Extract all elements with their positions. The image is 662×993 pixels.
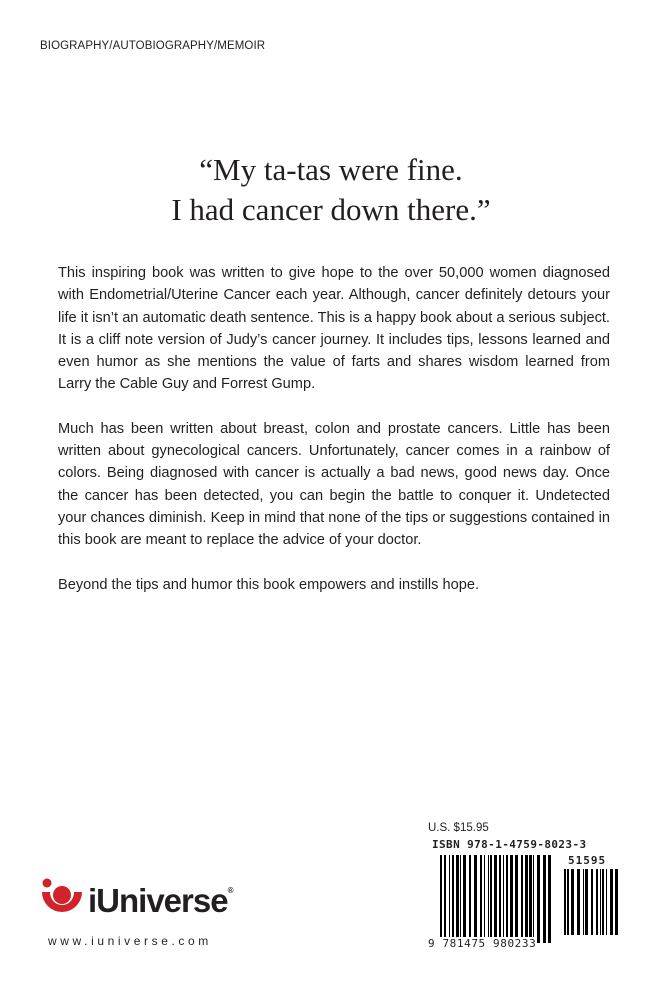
barcode-bar xyxy=(506,855,508,943)
genre-label: BIOGRAPHY/AUTOBIOGRAPHY/MEMOIR xyxy=(40,40,266,52)
barcode-bar xyxy=(600,869,601,935)
barcode xyxy=(440,855,622,945)
barcode-bar xyxy=(452,855,454,943)
publisher-url: www.iuniverse.com xyxy=(48,934,212,948)
barcode-bar xyxy=(484,855,485,943)
barcode-bar xyxy=(548,855,551,943)
barcode-bar xyxy=(606,869,607,935)
barcode-bar xyxy=(463,855,466,943)
publisher-logo xyxy=(40,878,233,924)
barcode-bar xyxy=(602,869,604,935)
barcode-bar xyxy=(460,855,461,943)
barcode-bar xyxy=(567,869,569,935)
barcode-bar xyxy=(474,855,477,943)
barcode-bar xyxy=(515,855,518,943)
barcode-bar xyxy=(510,855,513,943)
barcode-bar xyxy=(533,855,534,943)
barcode-bar xyxy=(456,855,459,943)
quote-line-2: I had cancer down there.” xyxy=(171,192,491,227)
barcode-bar xyxy=(488,855,489,943)
price: U.S. $15.95 xyxy=(428,822,489,834)
barcode-bar xyxy=(596,869,598,935)
isbn: ISBN 978-1-4759-8023-3 xyxy=(432,838,587,851)
ean-number: 9 781475 980233 xyxy=(428,937,537,950)
barcode-bar xyxy=(583,869,584,935)
quote-line-1: “My ta-tas were fine. xyxy=(199,152,463,187)
barcode-bar xyxy=(499,855,501,943)
barcode-bar xyxy=(537,855,540,943)
barcode-bar xyxy=(591,869,593,935)
barcode-bar xyxy=(610,869,613,935)
barcode-bar xyxy=(615,869,618,935)
iuniverse-logo-icon xyxy=(40,878,84,924)
barcode-bar xyxy=(543,855,546,943)
description-paragraph: This inspiring book was written to give hope to the over 50,000 women diagnosed with Endometrial/Uterine Cancer each year. Although, cancer definitely detours your life it isn’t an automatic death sentence. This is a happy book about a serious subject. It is a cliff note version of Judy’s cancer journey. It includes tips, lessons learned and even humor as she mentions the value of farts and shares wisdom learned from Larry the Cable Guy and Forrest Gump. xyxy=(58,265,610,393)
publisher-name: iUniverse® xyxy=(88,882,233,919)
barcode-bar xyxy=(577,869,580,935)
barcode-bar xyxy=(440,855,442,943)
barcode-bar xyxy=(521,855,523,943)
price-addon-number: 51595 xyxy=(568,854,607,867)
barcode-bar xyxy=(444,855,446,943)
barcode-bar xyxy=(525,855,528,943)
description-paragraph: Much has been written about breast, colon and prostate cancers. Little has been written about gynecological cancers. Unfortunately, cancer comes in a rainbow of colors. Being diagnosed with cancer is actually a bad news, good news day. Once the cancer has been detected, you can begin the battle to conquer it. Undetected your chances diminish. Keep in mind that none of the tips or suggestions contained in this book are meant to replace the advice of your doctor. xyxy=(58,420,610,549)
barcode-bar xyxy=(449,855,450,943)
barcode-bar xyxy=(529,855,532,943)
barcode-bar xyxy=(571,869,574,935)
barcode-bar xyxy=(585,869,588,935)
barcode-bar xyxy=(494,855,497,943)
barcode-bar xyxy=(490,855,492,943)
cover-quote xyxy=(0,150,662,230)
description-paragraph: Beyond the tips and humor this book empowers and instills hope. xyxy=(58,576,480,593)
barcode-bar xyxy=(503,855,504,943)
barcode-bar xyxy=(469,855,471,943)
barcode-bar xyxy=(564,869,566,935)
book-description xyxy=(58,262,610,618)
barcode-bar xyxy=(480,855,482,943)
